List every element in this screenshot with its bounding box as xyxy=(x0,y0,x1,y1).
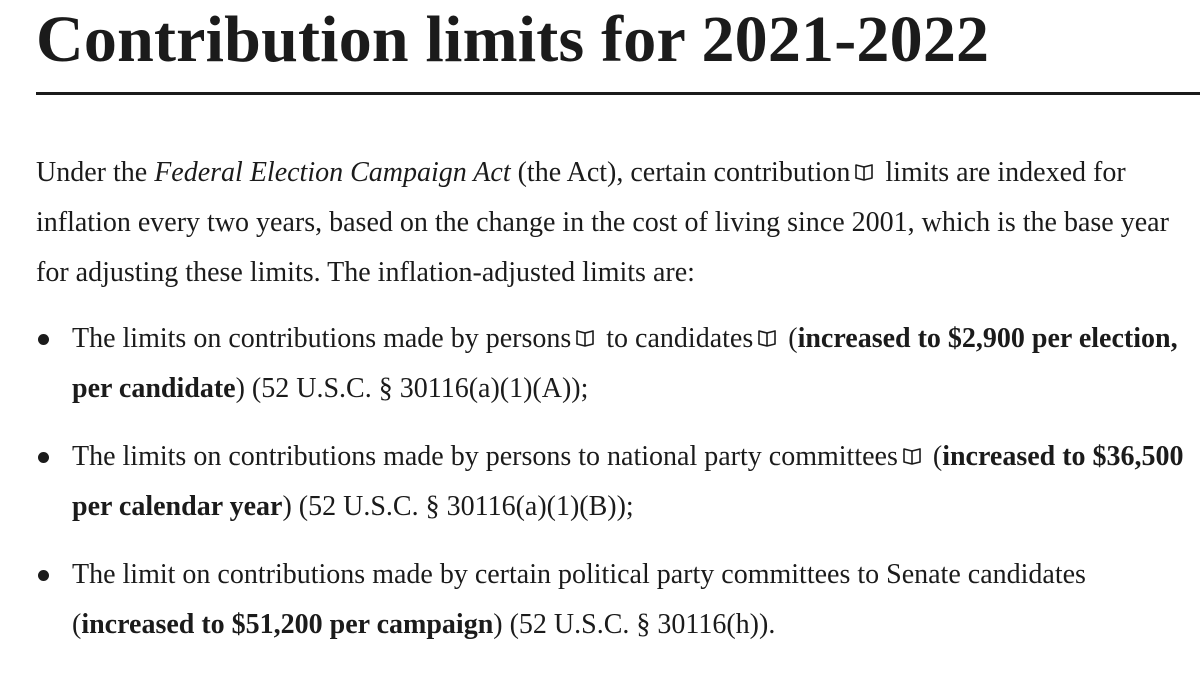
book-icon[interactable] xyxy=(757,328,777,348)
intro-text-part3: limits are indexed for inflation every two years, based on the change in the cost of living since 2001, which is the base year for adjusting these limits. The inflation-adjusted limits are: xyxy=(36,157,1169,288)
page-title: Contribution limits for 2021-2022 xyxy=(36,3,990,76)
list-item xyxy=(36,550,1186,650)
limit-text: The limits on contributions made by persons xyxy=(72,323,572,354)
intro-text-part2: (the Act), certain contribution xyxy=(510,157,851,188)
limit-amount: increased to $2,900 per election, per candidate xyxy=(72,323,1178,404)
limit-text: The limits on contributions made by persons to national party committees xyxy=(72,441,898,472)
book-icon[interactable] xyxy=(854,162,874,182)
bullet-icon xyxy=(38,452,49,463)
limit-amount: increased to $36,500 per calendar year xyxy=(72,441,1184,522)
limit-citation: ) (52 U.S.C. § 30116(a)(1)(B)); xyxy=(282,491,634,522)
limit-citation: ) (52 U.S.C. § 30116(a)(1)(A)); xyxy=(235,373,589,404)
limit-text: ( xyxy=(925,441,943,472)
list-item xyxy=(36,314,1186,414)
bullet-icon xyxy=(38,570,49,581)
bullet-icon xyxy=(38,334,49,345)
limit-text: ( xyxy=(781,323,798,354)
book-icon[interactable] xyxy=(575,328,595,348)
limit-text: to candidates xyxy=(599,323,754,354)
book-icon[interactable] xyxy=(902,446,922,466)
limit-amount: increased to $51,200 per campaign xyxy=(81,609,494,640)
limits-list xyxy=(36,314,1186,668)
limit-citation: ) (52 U.S.C. § 30116(h)). xyxy=(493,609,776,640)
intro-paragraph xyxy=(36,148,1186,298)
intro-text-part1: Under the xyxy=(36,157,155,188)
limit-text: The limit on contributions made by certain political party committees to Senate candidates ( xyxy=(72,559,1086,640)
act-name: Federal Election Campaign Act xyxy=(154,157,511,188)
list-item xyxy=(36,432,1186,532)
title-divider xyxy=(36,92,1200,95)
